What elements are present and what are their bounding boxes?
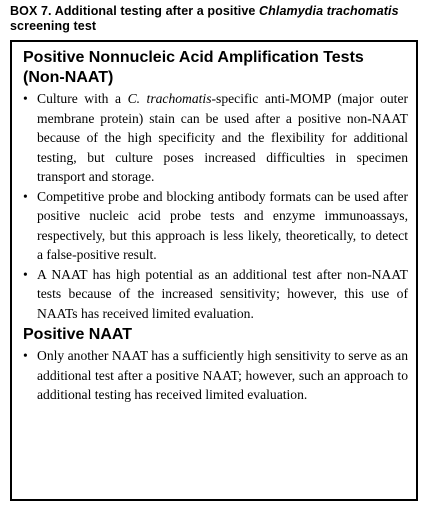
bullet-icon: • (23, 348, 28, 363)
list-item (23, 89, 408, 187)
caption-prefix: BOX 7. Additional testing after a positive (10, 4, 260, 18)
list-item (23, 346, 408, 405)
item-text-before: Competitive probe and blocking antibody formats can be used after positive nucleic acid probe tests and enzyme immunoassays, respectively, but this approach is less likely, theoretically, to detect a false-positive result. (37, 188, 408, 262)
list-item (23, 265, 408, 324)
box-caption (10, 4, 424, 34)
bullet-icon: • (23, 91, 28, 106)
section-heading-naat: Positive NAAT (23, 326, 133, 343)
caption-suffix: screening test (10, 19, 97, 33)
box-frame (10, 40, 418, 501)
bullet-list-non-naat (23, 89, 408, 323)
caption-italic-organism: Chlamydia trachomatis (259, 4, 399, 18)
item-text-before: Culture with a (37, 91, 128, 106)
bullet-list-naat (23, 346, 408, 405)
bullet-icon: • (23, 188, 28, 204)
section-heading-non-naat: Positive Nonnucleic Acid Amplification Tests (Non-NAAT) (23, 49, 364, 86)
list-item (23, 187, 408, 265)
item-text-after: -specific anti-MOMP (major outer membrane protein) stain can be used after a positive non-NAAT because of the high specificity and the flexibility for additional testing, but culture poses increased difficulties in specimen transport and storage. (37, 91, 409, 184)
item-text-italic: C. trachomatis (127, 91, 212, 106)
item-text-before: A NAAT has high potential as an additional test after non-NAAT tests because of the increased sensitivity; however, this use of NAATs has received limited evaluation. (37, 266, 408, 321)
bullet-icon: • (23, 266, 28, 282)
item-text-before: Only another NAAT has a sufficiently high sensitivity to serve as an additional test after a positive NAAT; however, such an approach to additional testing has received limited evaluation. (37, 348, 408, 402)
